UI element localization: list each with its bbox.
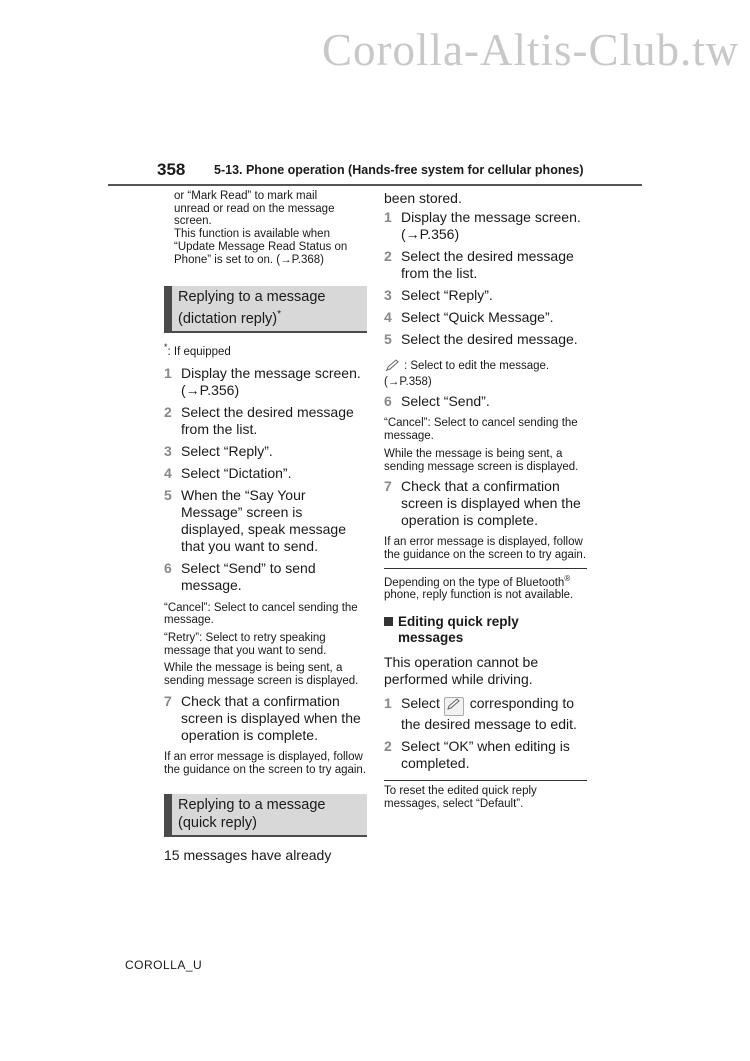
chapter-title: 5-13. Phone operation (Hands-free system for cellular phones)	[214, 163, 584, 177]
section-heading-quick-reply	[164, 794, 367, 837]
pencil-icon	[384, 358, 402, 376]
subheading-editing	[384, 614, 587, 646]
step-text: Select “Reply”.	[181, 442, 273, 459]
intro-line: or “Mark Read” to mark mail	[174, 190, 318, 202]
step-text: Check that a confirmation screen is displayed when the operation is complete.	[401, 478, 581, 529]
step-text: Select “OK” when editing is completed.	[401, 737, 570, 771]
step-item	[164, 443, 367, 460]
section-title-line: (quick reply)	[178, 815, 257, 832]
note: While the message is being sent, a sending message screen is displayed.	[164, 662, 359, 688]
registered-mark: ®	[564, 573, 571, 583]
note: “Retry”: Select to retry speaking message that you want to send.	[164, 631, 327, 657]
step-number: 4	[384, 309, 392, 325]
footnote-text: : If equipped	[167, 345, 231, 358]
step-number: 5	[164, 486, 172, 503]
error-note: If an error message is displayed, follow the guidance on the screen to try again.	[164, 750, 367, 776]
footer-model: COROLLA_U	[125, 958, 203, 972]
step-text: Display the message screen. (→P.356)	[401, 209, 581, 242]
pencil-icon	[444, 697, 464, 716]
step-text: Select “Dictation”.	[181, 464, 292, 481]
continued-text: been stored.	[384, 190, 462, 206]
step-text: Display the message screen. (→P.356)	[181, 364, 361, 398]
step-item	[384, 331, 587, 348]
step-text: Select “Send”.	[401, 393, 490, 410]
step-number: 2	[384, 248, 392, 264]
step-number: 1	[164, 364, 172, 381]
note: “Cancel”: Select to cancel sending the message.	[384, 417, 578, 443]
step-number: 2	[384, 737, 392, 754]
step-text-part: corresponding to the desired message to edit.	[401, 694, 577, 732]
section-heading-dictation	[164, 286, 367, 333]
intro-line: unread or read on the message	[174, 202, 335, 215]
step-number: 3	[164, 442, 172, 459]
bluetooth-note-text: Depending on the type of Bluetooth	[384, 576, 565, 589]
step-item	[384, 738, 587, 772]
intro-line: This function is available when	[174, 228, 330, 241]
right-column	[384, 190, 587, 815]
step-text	[401, 695, 587, 733]
step-text: Select the desired message from the list.	[181, 403, 354, 437]
drive-note: This operation cannot be performed while driving.	[384, 653, 539, 687]
footnote	[164, 341, 367, 359]
step-item	[384, 393, 587, 410]
step-number: 3	[384, 287, 392, 303]
step-number: 4	[164, 464, 172, 481]
step-item	[384, 309, 587, 326]
square-bullet-icon	[384, 614, 398, 646]
step-item	[164, 693, 367, 744]
step-number: 6	[164, 559, 172, 576]
bluetooth-note-text: phone, reply function is not available.	[384, 589, 574, 602]
subheading-text: Editing quick reply messages	[398, 613, 519, 645]
step-item	[384, 248, 587, 282]
step-item	[164, 465, 367, 482]
quick-reply-intro: 15 messages have already	[164, 847, 332, 864]
divider	[384, 780, 587, 781]
page-number: 358	[157, 160, 186, 179]
step-number: 2	[164, 403, 172, 420]
step-text: When the “Say Your Message” screen is displayed, speak message that you want to send.	[181, 486, 346, 554]
edit-note	[384, 358, 587, 388]
step-text: Select “Reply”.	[401, 287, 493, 303]
step-item	[164, 404, 367, 438]
left-column	[164, 190, 367, 869]
intro-line: “Update Message Read Status on	[174, 240, 348, 253]
step-text: Select the desired message.	[401, 331, 578, 347]
reset-note: To reset the edited quick reply messages, select “Default”.	[384, 784, 537, 810]
section-title-line: Replying to a message	[178, 797, 326, 814]
error-note: If an error message is displayed, follow the guidance on the screen to try again.	[384, 536, 587, 561]
edit-note-text: : Select to edit the message. (→P.358)	[384, 360, 550, 388]
step-number: 7	[384, 478, 392, 495]
section-title-line: Replying to a message	[178, 289, 326, 306]
footnote-mark: *	[277, 309, 282, 321]
page-header	[108, 158, 642, 186]
step-item	[384, 695, 587, 733]
step-item	[164, 487, 367, 555]
step-text: Select the desired message from the list.	[401, 248, 574, 281]
note: While the message is being sent, a sending message screen is displayed.	[384, 447, 579, 473]
intro-text	[164, 190, 367, 266]
watermark: Corolla-Altis-Club.tw	[322, 25, 740, 75]
step-text: Select “Quick Message”.	[401, 309, 554, 325]
step-text-part: Select	[401, 694, 440, 711]
step-item	[384, 287, 587, 304]
bluetooth-note	[384, 573, 587, 602]
note: “Cancel”: Select to cancel sending the message.	[164, 601, 358, 627]
step-item	[384, 209, 587, 243]
step-text: Check that a confirmation screen is displayed when the operation is complete.	[181, 692, 361, 743]
step-number: 6	[384, 393, 392, 410]
step-item	[164, 365, 367, 399]
section-title-text: (dictation reply)	[178, 311, 278, 328]
divider	[384, 568, 587, 569]
section-title-line	[178, 306, 361, 328]
intro-line: Phone” is set to on. (→P.368)	[174, 253, 325, 266]
step-number: 7	[164, 692, 172, 709]
step-item	[164, 560, 367, 594]
step-number: 5	[384, 331, 392, 347]
step-text: Select “Send” to send message.	[181, 559, 316, 593]
step-number: 1	[384, 694, 392, 711]
step-item	[384, 478, 587, 529]
intro-line: screen.	[174, 215, 212, 228]
step-number: 1	[384, 209, 392, 225]
footnote-mark: *	[164, 342, 168, 353]
